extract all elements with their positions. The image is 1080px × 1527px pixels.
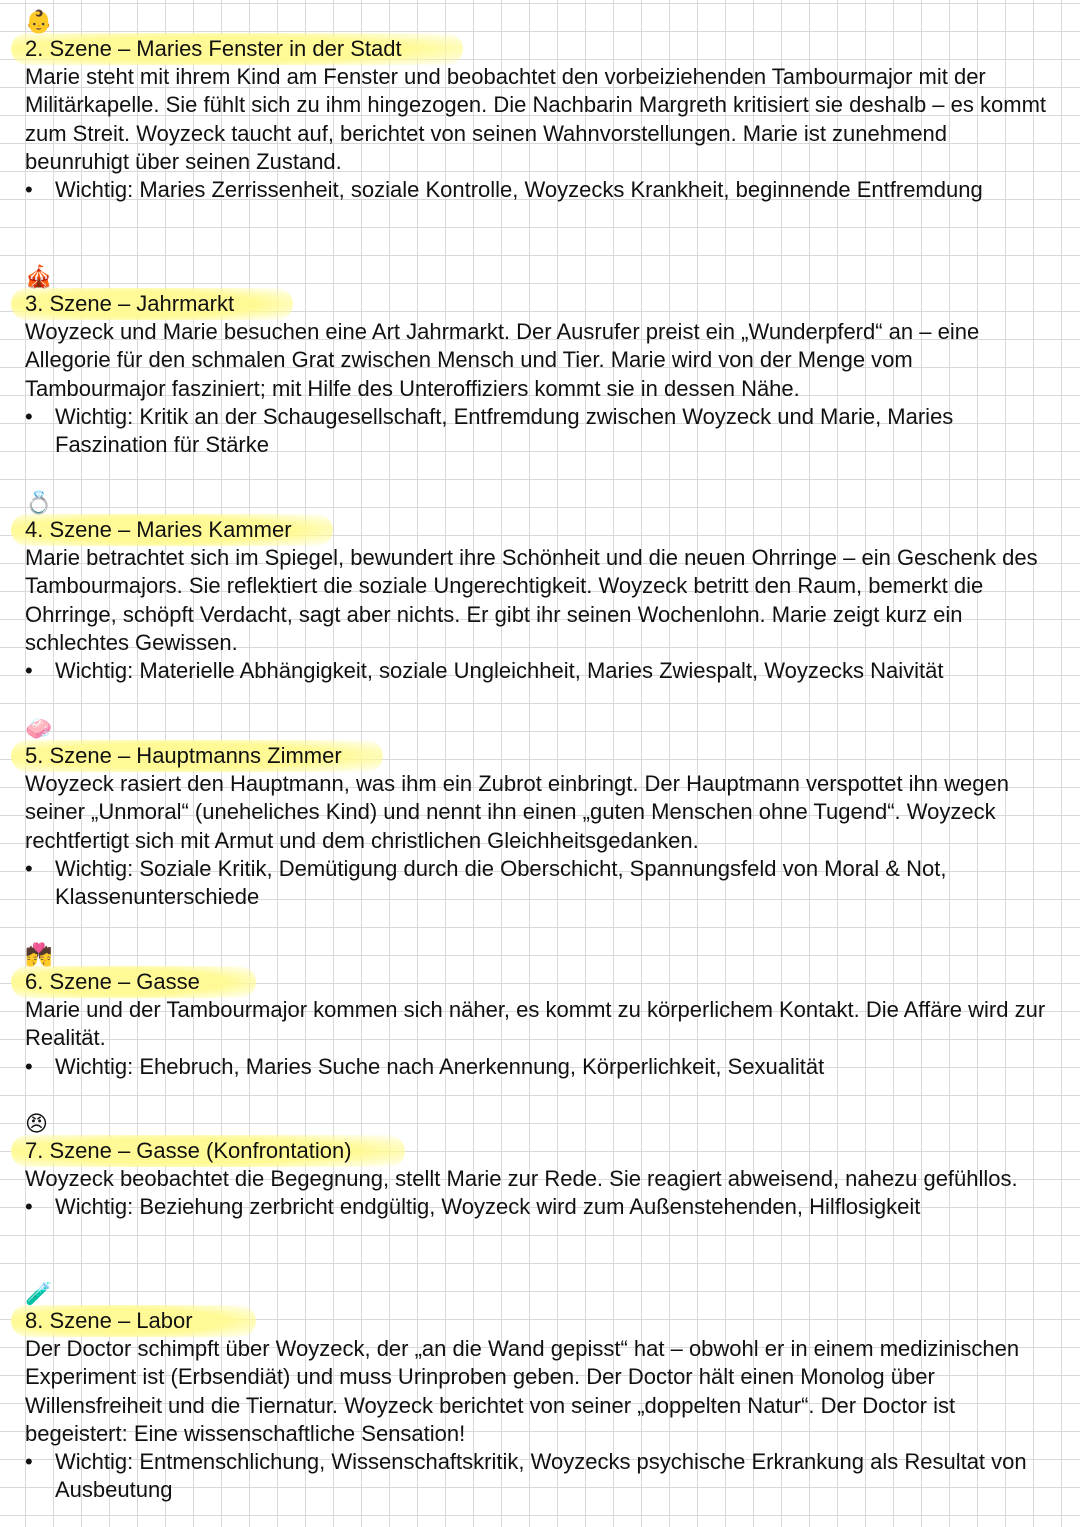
angry-face-icon: 😠	[25, 1112, 48, 1137]
scene-summary: Marie und der Tambourmajor kommen sich näher, es kommt zu körperlichem Kontakt. Die Affäre wird zur Realität.	[25, 997, 1046, 1051]
scene-summary: Woyzeck beobachtet die Begegnung, stellt Marie zur Rede. Sie reagiert abweisend, nahezu gefühllos.	[25, 1166, 1018, 1191]
scene-5	[25, 718, 1055, 911]
scene-title: 7. Szene – Gasse (Konfrontation)	[25, 1138, 352, 1163]
scene-title: 3. Szene – Jahrmarkt	[25, 291, 235, 316]
scene-3	[25, 266, 1055, 459]
scene-title: 2. Szene – Maries Fenster in der Stadt	[25, 36, 402, 61]
scene-summary: Marie steht mit ihrem Kind am Fenster und beobachtet den vorbeiziehenden Tambourmajor mit der Militärkapelle. Sie fühlt sich zu ihm hingezogen. Die Nachbarin Margreth kritisiert sie deshalb – es kommt zum Streit. Woyzeck taucht auf, berichtet von seinen Wahnvorstellungen. Marie ist zunehmend beunruhigt über seinen Zustand.	[25, 64, 1047, 174]
soap-icon: 🧼	[25, 717, 53, 742]
baby-icon: 👶	[25, 10, 53, 35]
scene-title: 8. Szene – Labor	[25, 1308, 193, 1333]
scene-2	[25, 11, 1055, 204]
scene-6	[25, 944, 1055, 1081]
scene-important-bullet: • Wichtig: Entmenschlichung, Wissenschaftskritik, Woyzecks psychische Erkrankung als Resultat von Ausbeutung	[25, 1448, 1055, 1505]
circus-tent-icon: 🎪	[25, 265, 53, 290]
test-tube-icon: 🧪	[25, 1282, 53, 1307]
scene-summary: Der Doctor schimpft über Woyzeck, der „an die Wand gepisst“ hat – obwohl er in einem medizinischen Experiment ist (Erbsendiät) und muss Urinproben geben. Der Doctor hält einen Monolog über Willensfreiheit und die Tiernatur. Woyzeck berichtet von seiner „doppelten Natur“. Der Doctor ist begeistert: Eine wissenschaftliche Sensation!	[25, 1336, 1020, 1446]
couple-kiss-icon: 💏	[25, 943, 53, 968]
scene-4	[25, 492, 1055, 685]
scene-summary: Woyzeck und Marie besuchen eine Art Jahrmarkt. Der Ausrufer preist ein „Wunderpferd“ an – eine Allegorie für den schmalen Grat zwischen Mensch und Tier. Marie wird von der Menge vom Tambourmajor fasziniert; mit Hilfe des Unteroffiziers kommt sie in dessen Nähe.	[25, 319, 980, 401]
scene-important-bullet: • Wichtig: Ehebruch, Maries Suche nach Anerkennung, Körperlichkeit, Sexualität	[25, 1053, 1055, 1081]
scene-important-bullet: • Wichtig: Materielle Abhängigkeit, soziale Ungleichheit, Maries Zwiespalt, Woyzecks Naivität	[25, 657, 1055, 685]
scene-7	[25, 1113, 1055, 1222]
ring-icon: 💍	[25, 491, 53, 516]
scene-important-bullet: • Wichtig: Kritik an der Schaugesellschaft, Entfremdung zwischen Woyzeck und Marie, Maries Faszination für Stärke	[25, 403, 1055, 460]
scene-summary: Marie betrachtet sich im Spiegel, bewundert ihre Schönheit und die neuen Ohrringe – ein Geschenk des Tambourmajors. Sie reflektiert die soziale Ungerechtigkeit. Woyzeck betritt den Raum, bemerkt die Ohrringe, schöpft Verdacht, sagt aber nichts. Er gibt ihr seinen Wochenlohn. Marie zeigt kurz ein schlechtes Gewissen.	[25, 545, 1038, 655]
scene-8	[25, 1283, 1055, 1505]
scene-title: 4. Szene – Maries Kammer	[25, 517, 292, 542]
scene-title: 6. Szene – Gasse	[25, 969, 200, 994]
scene-summary: Woyzeck rasiert den Hauptmann, was ihm ein Zubrot einbringt. Der Hauptmann verspottet ihn wegen seiner „Unmoral“ (uneheliches Kind) und nennt ihn einen „guten Menschen ohne Tugend“. Woyzeck rechtfertigt sich mit Armut und dem christlichen Gleichheitsgedanken.	[25, 771, 1009, 853]
scene-important-bullet: • Wichtig: Maries Zerrissenheit, soziale Kontrolle, Woyzecks Krankheit, beginnende Entfremdung	[25, 176, 1055, 204]
scene-important-bullet: • Wichtig: Soziale Kritik, Demütigung durch die Oberschicht, Spannungsfeld von Moral & Not, Klassenunterschiede	[25, 855, 1055, 912]
scene-title: 5. Szene – Hauptmanns Zimmer	[25, 743, 342, 768]
scene-important-bullet: • Wichtig: Beziehung zerbricht endgültig, Woyzeck wird zum Außenstehenden, Hilflosigkeit	[25, 1193, 1055, 1221]
